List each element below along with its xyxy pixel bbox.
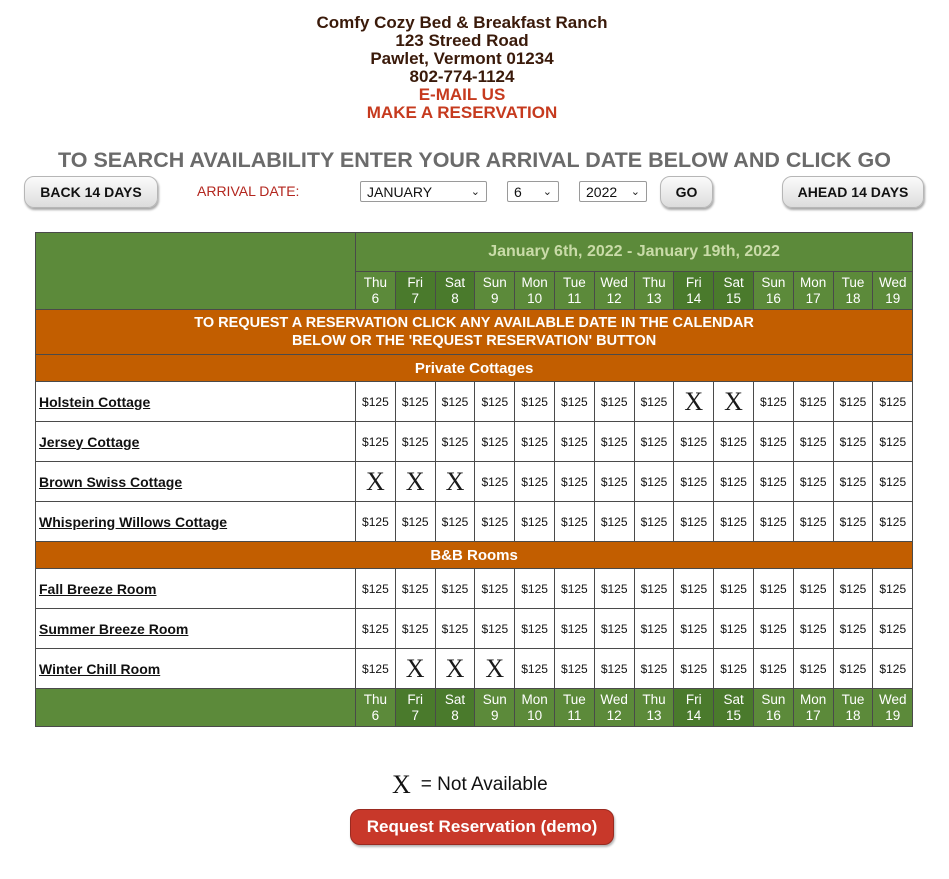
available-date-cell[interactable]: $125 <box>594 382 634 422</box>
available-date-cell[interactable]: $125 <box>873 462 913 502</box>
unit-link[interactable]: Jersey Cottage <box>39 433 140 450</box>
available-date-cell[interactable]: $125 <box>634 462 674 502</box>
available-date-cell[interactable]: $125 <box>594 422 634 462</box>
available-date-cell[interactable]: $125 <box>793 649 833 689</box>
footer-blank-cell <box>36 689 356 727</box>
day-number: 17 <box>805 290 821 306</box>
unit-link[interactable]: Brown Swiss Cottage <box>39 473 183 490</box>
unit-link[interactable]: Winter Chill Room <box>39 660 161 677</box>
available-date-cell[interactable]: $125 <box>594 502 634 542</box>
day-number: 8 <box>451 707 459 723</box>
available-date-cell[interactable]: $125 <box>753 649 793 689</box>
day-number: 7 <box>411 290 419 306</box>
unit-link[interactable]: Holstein Cottage <box>39 393 151 410</box>
business-name: Comfy Cozy Bed & Breakfast Ranch <box>316 13 608 32</box>
day-of-week: Sat <box>723 691 744 707</box>
day-footer-9 <box>475 689 515 727</box>
unavailable-cell: X <box>475 649 515 689</box>
day-footer-14 <box>674 689 714 727</box>
available-date-cell[interactable]: $125 <box>475 569 515 609</box>
day-number: 18 <box>845 707 861 723</box>
day-of-week: Fri <box>407 274 424 290</box>
available-date-cell[interactable]: $125 <box>833 462 873 502</box>
day-number: 8 <box>451 290 459 306</box>
day-footer-row <box>36 689 913 727</box>
available-date-cell[interactable]: $125 <box>435 502 475 542</box>
business-city: Pawlet, Vermont 01234 <box>370 49 554 68</box>
calendar-range-row <box>36 233 913 272</box>
legend-text: = Not Available <box>420 774 548 795</box>
day-of-week: Sun <box>482 274 507 290</box>
day-of-week: Fri <box>685 691 702 707</box>
day-header-14 <box>674 272 714 310</box>
available-date-cell[interactable]: $125 <box>674 502 714 542</box>
day-header-8 <box>435 272 475 310</box>
available-date-cell[interactable]: $125 <box>634 609 674 649</box>
available-date-cell[interactable]: $125 <box>793 382 833 422</box>
available-date-cell[interactable]: $125 <box>753 609 793 649</box>
available-date-cell[interactable]: $125 <box>674 462 714 502</box>
unit-row <box>36 502 913 542</box>
day-footer-7 <box>395 689 435 727</box>
day-header-19 <box>873 272 913 310</box>
available-date-cell[interactable]: $125 <box>356 609 396 649</box>
available-date-cell[interactable]: $125 <box>554 609 594 649</box>
available-date-cell[interactable]: $125 <box>356 569 396 609</box>
available-date-cell[interactable]: $125 <box>873 649 913 689</box>
available-date-cell[interactable]: $125 <box>356 649 396 689</box>
available-date-cell[interactable]: $125 <box>395 422 435 462</box>
section-title: B&B Rooms <box>36 542 913 569</box>
search-instruction: TO SEARCH AVAILABILITY ENTER YOUR ARRIVAL DATE BELOW AND CLICK GO <box>58 148 891 172</box>
available-date-cell[interactable]: $125 <box>554 382 594 422</box>
day-header-11 <box>554 272 594 310</box>
available-date-cell[interactable]: $125 <box>793 502 833 542</box>
available-date-cell[interactable]: $125 <box>475 462 515 502</box>
available-date-cell[interactable]: $125 <box>435 609 475 649</box>
available-date-cell[interactable]: $125 <box>395 382 435 422</box>
day-header-9 <box>475 272 515 310</box>
available-date-cell[interactable]: $125 <box>793 422 833 462</box>
unit-row <box>36 569 913 609</box>
available-date-cell[interactable]: $125 <box>674 569 714 609</box>
available-date-cell[interactable]: $125 <box>833 569 873 609</box>
day-number: 13 <box>646 290 662 306</box>
day-of-week: Tue <box>841 691 865 707</box>
day-of-week: Mon <box>800 274 827 290</box>
day-of-week: Wed <box>879 691 907 707</box>
day-footer-19 <box>873 689 913 727</box>
reservation-notice <box>36 310 913 355</box>
day-header-12 <box>594 272 634 310</box>
day-of-week: Thu <box>642 691 666 707</box>
notice-line-1: TO REQUEST A RESERVATION CLICK ANY AVAILABLE DATE IN THE CALENDAR <box>194 315 754 331</box>
day-header-16 <box>753 272 793 310</box>
ahead-14-days-button[interactable]: AHEAD 14 DAYS <box>782 176 924 208</box>
available-date-cell[interactable]: $125 <box>594 609 634 649</box>
available-date-cell[interactable]: $125 <box>634 569 674 609</box>
day-footer-8 <box>435 689 475 727</box>
available-date-cell[interactable]: $125 <box>873 502 913 542</box>
available-date-cell[interactable]: $125 <box>674 422 714 462</box>
unit-name-cell <box>36 382 356 422</box>
available-date-cell[interactable]: $125 <box>554 462 594 502</box>
day-footer-12 <box>594 689 634 727</box>
day-number: 14 <box>686 290 702 306</box>
day-number: 7 <box>411 707 419 723</box>
day-number: 6 <box>371 707 380 723</box>
month-select[interactable] <box>360 181 487 202</box>
day-of-week: Tue <box>563 274 586 290</box>
day-header-15 <box>714 272 754 310</box>
day-number: 16 <box>765 707 781 723</box>
day-of-week: Sun <box>482 691 507 707</box>
available-date-cell[interactable]: $125 <box>515 502 555 542</box>
chevron-down-icon: ⌄ <box>542 186 552 198</box>
available-date-cell[interactable]: $125 <box>475 502 515 542</box>
day-of-week: Tue <box>841 274 865 290</box>
section-row <box>36 542 913 569</box>
available-date-cell[interactable]: $125 <box>634 382 674 422</box>
available-date-cell[interactable]: $125 <box>674 649 714 689</box>
available-date-cell[interactable]: $125 <box>833 502 873 542</box>
year-value: 2022 <box>586 184 618 200</box>
notice-line-2: BELOW OR THE 'REQUEST RESERVATION' BUTTON <box>291 333 657 349</box>
available-date-cell[interactable]: $125 <box>714 502 754 542</box>
unavailable-cell: X <box>356 462 396 502</box>
business-phone: 802-774-1124 <box>409 67 515 86</box>
date-range-title: January 6th, 2022 - January 19th, 2022 <box>356 233 913 272</box>
year-select[interactable] <box>579 181 647 202</box>
day-footer-10 <box>515 689 555 727</box>
unit-name-cell <box>36 609 356 649</box>
unit-name-cell <box>36 462 356 502</box>
available-date-cell[interactable]: $125 <box>475 422 515 462</box>
email-link[interactable]: E-MAIL US <box>418 85 506 104</box>
available-date-cell[interactable]: $125 <box>714 609 754 649</box>
day-header-6 <box>356 272 396 310</box>
unavailable-cell: X <box>395 462 435 502</box>
unit-row <box>36 382 913 422</box>
available-date-cell[interactable]: $125 <box>475 609 515 649</box>
legend <box>392 770 548 800</box>
day-select[interactable] <box>507 181 559 202</box>
unit-name-cell <box>36 502 356 542</box>
day-header-7 <box>395 272 435 310</box>
available-date-cell[interactable]: $125 <box>356 502 396 542</box>
unit-row <box>36 649 913 689</box>
available-date-cell[interactable]: $125 <box>793 462 833 502</box>
make-reservation-link[interactable]: MAKE A RESERVATION <box>366 103 558 122</box>
unit-name-cell <box>36 422 356 462</box>
unavailable-cell: X <box>674 382 714 422</box>
day-footer-15 <box>714 689 754 727</box>
day-of-week: Tue <box>563 691 586 707</box>
day-of-week: Thu <box>363 274 388 290</box>
day-of-week: Fri <box>407 691 424 707</box>
available-date-cell[interactable]: $125 <box>674 609 714 649</box>
day-of-week: Wed <box>600 274 628 290</box>
available-date-cell[interactable]: $125 <box>873 569 913 609</box>
day-value: 6 <box>514 184 522 200</box>
day-number: 17 <box>805 707 821 723</box>
business-header <box>0 14 924 122</box>
day-number: 12 <box>606 290 622 306</box>
day-number: 9 <box>491 290 499 306</box>
day-number: 14 <box>686 707 702 723</box>
available-date-cell[interactable]: $125 <box>793 609 833 649</box>
day-footer-13 <box>634 689 674 727</box>
available-date-cell[interactable]: $125 <box>435 569 475 609</box>
day-header-18 <box>833 272 873 310</box>
day-of-week: Wed <box>879 274 907 290</box>
header-blank-cell <box>36 233 356 310</box>
available-date-cell[interactable]: $125 <box>833 609 873 649</box>
available-date-cell[interactable]: $125 <box>873 382 913 422</box>
chevron-down-icon: ⌄ <box>630 186 640 198</box>
available-date-cell[interactable]: $125 <box>714 569 754 609</box>
section-title: Private Cottages <box>36 355 913 382</box>
available-date-cell[interactable]: $125 <box>515 609 555 649</box>
unit-name-cell <box>36 569 356 609</box>
day-number: 13 <box>646 707 662 723</box>
day-header-13 <box>634 272 674 310</box>
available-date-cell[interactable]: $125 <box>793 569 833 609</box>
day-number: 12 <box>606 707 622 723</box>
available-date-cell[interactable]: $125 <box>634 502 674 542</box>
day-number: 18 <box>845 290 861 306</box>
available-date-cell[interactable]: $125 <box>833 649 873 689</box>
available-date-cell[interactable]: $125 <box>515 422 555 462</box>
available-date-cell[interactable]: $125 <box>395 569 435 609</box>
available-date-cell[interactable]: $125 <box>873 609 913 649</box>
day-number: 6 <box>371 290 380 306</box>
available-date-cell[interactable]: $125 <box>753 422 793 462</box>
day-footer-6 <box>356 689 396 727</box>
available-date-cell[interactable]: $125 <box>554 422 594 462</box>
not-available-icon: X <box>392 770 411 799</box>
day-number: 9 <box>491 707 499 723</box>
available-date-cell[interactable]: $125 <box>714 422 754 462</box>
back-14-days-button[interactable]: BACK 14 DAYS <box>24 176 158 208</box>
day-of-week: Thu <box>642 274 666 290</box>
go-button[interactable]: GO <box>660 176 713 208</box>
day-header-17 <box>793 272 833 310</box>
available-date-cell[interactable]: $125 <box>833 382 873 422</box>
available-date-cell[interactable]: $125 <box>714 649 754 689</box>
day-footer-17 <box>793 689 833 727</box>
available-date-cell[interactable]: $125 <box>554 502 594 542</box>
available-date-cell[interactable]: $125 <box>515 382 555 422</box>
unit-name-cell <box>36 649 356 689</box>
unavailable-cell: X <box>435 462 475 502</box>
available-date-cell[interactable]: $125 <box>634 649 674 689</box>
day-of-week: Wed <box>600 691 628 707</box>
available-date-cell[interactable]: $125 <box>753 569 793 609</box>
unit-row <box>36 422 913 462</box>
available-date-cell[interactable]: $125 <box>356 382 396 422</box>
day-number: 10 <box>527 707 543 723</box>
unit-link[interactable]: Whispering Willows Cottage <box>39 513 228 530</box>
day-footer-18 <box>833 689 873 727</box>
available-date-cell[interactable]: $125 <box>753 382 793 422</box>
available-date-cell[interactable]: $125 <box>594 462 634 502</box>
day-number: 19 <box>885 707 901 723</box>
request-reservation-button[interactable]: Request Reservation (demo) <box>350 809 614 845</box>
available-date-cell[interactable]: $125 <box>634 422 674 462</box>
day-of-week: Sat <box>444 691 466 707</box>
available-date-cell[interactable]: $125 <box>435 422 475 462</box>
available-date-cell[interactable]: $125 <box>554 649 594 689</box>
day-of-week: Sun <box>761 274 786 290</box>
available-date-cell[interactable]: $125 <box>833 422 873 462</box>
day-of-week: Sat <box>444 274 466 290</box>
day-number: 11 <box>567 707 582 723</box>
day-number: 16 <box>765 290 781 306</box>
day-number: 11 <box>567 290 582 306</box>
day-of-week: Mon <box>800 691 827 707</box>
section-row <box>36 355 913 382</box>
available-date-cell[interactable]: $125 <box>356 422 396 462</box>
availability-calendar <box>35 232 913 727</box>
available-date-cell[interactable]: $125 <box>753 502 793 542</box>
available-date-cell[interactable]: $125 <box>554 569 594 609</box>
chevron-down-icon: ⌄ <box>470 186 480 198</box>
day-number: 15 <box>726 290 742 306</box>
unit-row <box>36 462 913 502</box>
day-of-week: Sun <box>761 691 786 707</box>
available-date-cell[interactable]: $125 <box>594 569 634 609</box>
unit-row <box>36 609 913 649</box>
day-number: 15 <box>726 707 742 723</box>
unavailable-cell: X <box>714 382 754 422</box>
day-of-week: Mon <box>521 691 548 707</box>
day-footer-11 <box>554 689 594 727</box>
day-number: 19 <box>885 290 901 306</box>
available-date-cell[interactable]: $125 <box>515 649 555 689</box>
day-header-10 <box>515 272 555 310</box>
unit-link[interactable]: Fall Breeze Room <box>39 580 157 597</box>
arrival-date-label: ARRIVAL DATE: <box>197 183 300 199</box>
available-date-cell[interactable]: $125 <box>515 569 555 609</box>
day-of-week: Sat <box>723 274 744 290</box>
day-of-week: Fri <box>685 274 702 290</box>
available-date-cell[interactable]: $125 <box>435 382 475 422</box>
month-value: JANUARY <box>367 184 433 200</box>
available-date-cell[interactable]: $125 <box>873 422 913 462</box>
unavailable-cell: X <box>395 649 435 689</box>
day-of-week: Mon <box>521 274 548 290</box>
available-date-cell[interactable]: $125 <box>395 609 435 649</box>
available-date-cell[interactable]: $125 <box>594 649 634 689</box>
available-date-cell[interactable]: $125 <box>753 462 793 502</box>
available-date-cell[interactable]: $125 <box>515 462 555 502</box>
day-number: 10 <box>527 290 543 306</box>
unit-link[interactable]: Summer Breeze Room <box>39 620 189 637</box>
unavailable-cell: X <box>435 649 475 689</box>
available-date-cell[interactable]: $125 <box>475 382 515 422</box>
day-of-week: Thu <box>363 691 388 707</box>
day-footer-16 <box>753 689 793 727</box>
available-date-cell[interactable]: $125 <box>395 502 435 542</box>
notice-row <box>36 310 913 355</box>
available-date-cell[interactable]: $125 <box>714 462 754 502</box>
business-street: 123 Streed Road <box>395 31 529 50</box>
